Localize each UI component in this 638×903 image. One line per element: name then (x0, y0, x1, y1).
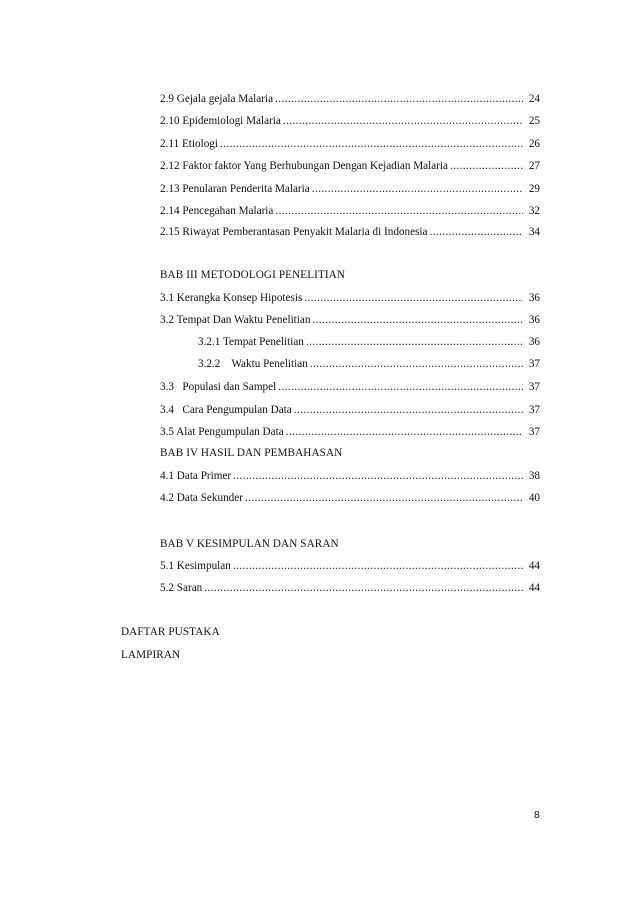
toc-dot-leader (312, 181, 523, 197)
toc-dot-leader (233, 558, 523, 574)
toc-entry-3-1 (160, 290, 540, 306)
toc-entry-label: 3.4 Cara Pengumpulan Data (160, 404, 292, 416)
toc-entry-label: 4.1 Data Primer (160, 470, 232, 482)
toc-entry-page: 34 (528, 226, 540, 238)
toc-dot-leader (312, 312, 523, 328)
toc-entry-label: 3.5 Alat Pengumpulan Data (160, 426, 284, 438)
toc-dot-leader (286, 424, 523, 440)
appendix-heading: LAMPIRAN (121, 649, 181, 661)
toc-entry-label: 3.2.1 Tempat Penelitian (198, 336, 304, 348)
toc-dot-leader (430, 224, 524, 240)
toc-entry-page: 26 (528, 138, 540, 150)
toc-entry-label: 2.14 Pencegahan Malaria (160, 205, 274, 217)
toc-entry-label: 5.2 Saran (160, 582, 203, 594)
toc-entry-label: 2.12 Faktor faktor Yang Berhubungan Dengan Kejadian Malaria (160, 160, 449, 172)
toc-entry-page: 36 (528, 314, 540, 326)
toc-entry-label: 3.1 Kerangka Konsep Hipotesis (160, 292, 303, 304)
toc-entry-2-9 (160, 91, 540, 107)
toc-entry-4-2 (160, 490, 540, 506)
toc-entry-label: 4.2 Data Sekunder (160, 492, 243, 504)
toc-dot-leader (283, 113, 523, 129)
toc-dot-leader (304, 290, 523, 306)
toc-entry-3-2-2 (198, 356, 540, 372)
toc-entry-page: 37 (528, 358, 540, 370)
toc-entry-page: 36 (528, 292, 540, 304)
toc-entry-label: 2.15 Riwayat Pemberantasan Penyakit Malaria di Indonesia (160, 226, 428, 238)
toc-dot-leader (294, 402, 523, 418)
toc-entry-page: 27 (528, 160, 540, 172)
page-number: 8 (534, 809, 540, 821)
toc-dot-leader (278, 379, 523, 395)
toc-dot-leader (275, 203, 523, 219)
toc-entry-page: 37 (528, 426, 540, 438)
toc-entry-5-2 (160, 580, 540, 596)
toc-entry-page: 38 (528, 470, 540, 482)
toc-entry-2-12 (160, 158, 540, 174)
toc-dot-leader (233, 468, 523, 484)
toc-entry-label: 2.9 Gejala gejala Malaria (160, 93, 274, 105)
toc-entry-page: 25 (528, 115, 540, 127)
references-heading: DAFTAR PUSTAKA (121, 626, 220, 638)
toc-entry-2-10 (160, 113, 540, 129)
toc-entry-label: 2.10 Epidemiologi Malaria (160, 115, 281, 127)
toc-entry-page: 44 (528, 560, 540, 572)
toc-dot-leader (450, 158, 523, 174)
toc-entry-label: 3.2 Tempat Dan Waktu Penelitian (160, 314, 311, 326)
toc-dot-leader (310, 356, 523, 372)
toc-dot-leader (220, 136, 523, 152)
toc-entry-page: 44 (528, 582, 540, 594)
toc-dot-leader (306, 334, 523, 350)
toc-entry-page: 24 (528, 93, 540, 105)
chapter-5-heading: BAB V KESIMPULAN DAN SARAN (160, 538, 339, 550)
toc-entry-3-2-1 (198, 334, 540, 350)
toc-entry-4-1 (160, 468, 540, 484)
toc-entry-label: 2.13 Penularan Penderita Malaria (160, 183, 310, 195)
toc-entry-label: 2.11 Etiologi (160, 138, 219, 150)
toc-dot-leader (204, 580, 523, 596)
toc-entry-page: 29 (528, 183, 540, 195)
toc-entry-2-14 (160, 203, 540, 219)
toc-entry-2-11 (160, 136, 540, 152)
toc-entry-3-5 (160, 424, 540, 440)
toc-entry-page: 36 (528, 336, 540, 348)
toc-entry-5-1 (160, 558, 540, 574)
toc-entry-page: 40 (528, 492, 540, 504)
toc-entry-page: 37 (528, 381, 540, 393)
toc-entry-page: 32 (528, 205, 540, 217)
toc-entry-2-13 (160, 181, 540, 197)
chapter-3-heading: BAB III METODOLOGI PENELITIAN (160, 269, 346, 281)
chapter-4-heading: BAB IV HASIL DAN PEMBAHASAN (160, 447, 343, 459)
toc-entry-label: 5.1 Kesimpulan (160, 560, 231, 572)
toc-entry-3-3 (160, 379, 540, 395)
toc-entry-3-4 (160, 402, 540, 418)
toc-entry-page: 37 (528, 404, 540, 416)
toc-entry-2-15 (160, 224, 540, 240)
toc-entry-label: 3.3 Populasi dan Sampel (160, 381, 277, 393)
toc-dot-leader (275, 91, 523, 107)
toc-entry-label: 3.2.2 Waktu Penelitian (198, 358, 308, 370)
toc-dot-leader (245, 490, 523, 506)
toc-entry-3-2 (160, 312, 540, 328)
